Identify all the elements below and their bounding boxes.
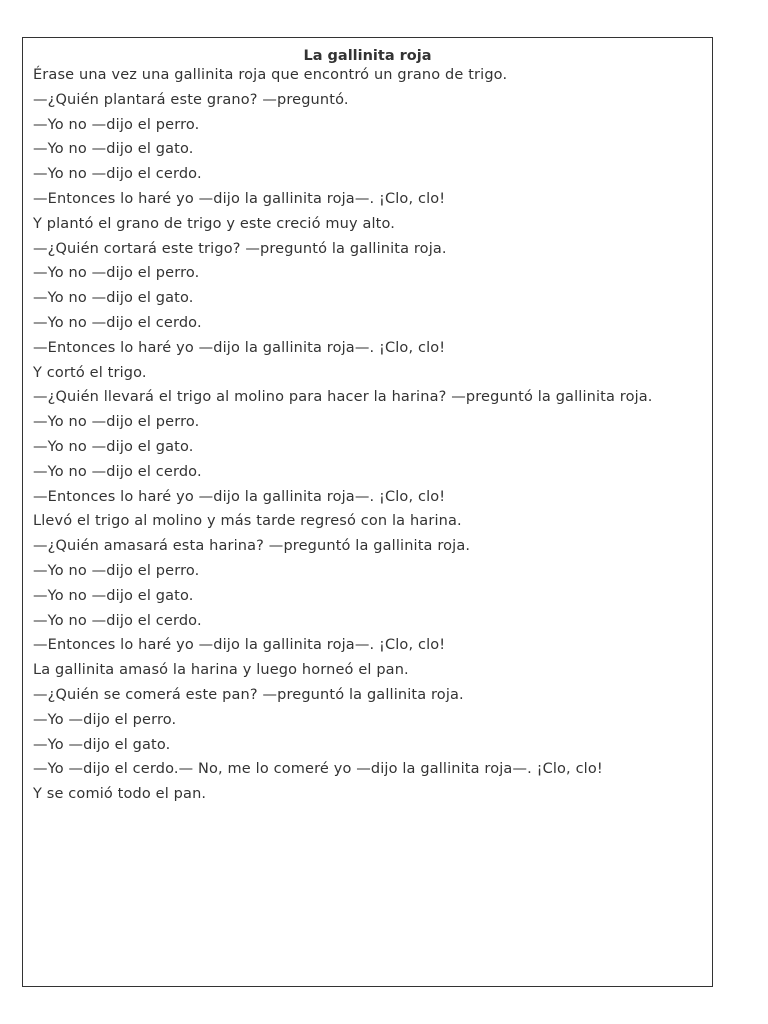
- story-paragraph: —Yo —dijo el gato.: [33, 736, 171, 753]
- story-paragraph: Y plantó el grano de trigo y este creció muy alto.: [33, 215, 396, 232]
- story-paragraph: —Yo no —dijo el perro.: [33, 265, 200, 282]
- story-paragraph: —¿Quién se comerá este pan? —preguntó la gallinita roja.: [33, 686, 464, 703]
- story-paragraph: Y cortó el trigo.: [33, 364, 147, 381]
- story-paragraph: —Yo no —dijo el cerdo.: [33, 463, 202, 480]
- story-paragraph: —Yo no —dijo el gato.: [33, 438, 194, 455]
- story-paragraph: —¿Quién cortará este trigo? —preguntó la gallinita roja.: [33, 240, 447, 257]
- story-paragraph: —Yo no —dijo el cerdo.: [33, 314, 202, 331]
- story-paragraph: —Yo no —dijo el gato.: [33, 290, 194, 307]
- story-paragraph: —Yo no —dijo el perro.: [33, 414, 200, 431]
- story-paragraph: Llevó el trigo al molino y más tarde regresó con la harina.: [33, 513, 462, 530]
- story-paragraph: —Yo —dijo el cerdo.— No, me lo comeré yo —dijo la gallinita roja—. ¡Clo, clo!: [33, 761, 603, 778]
- document-title: La gallinita roja: [303, 48, 432, 64]
- story-paragraph: —Entonces lo haré yo —dijo la gallinita roja—. ¡Clo, clo!: [33, 637, 446, 654]
- story-paragraph: Y se comió todo el pan.: [33, 786, 207, 803]
- story-paragraph: —Entonces lo haré yo —dijo la gallinita roja—. ¡Clo, clo!: [33, 339, 446, 356]
- story-paragraph: —¿Quién llevará el trigo al molino para hacer la harina? —preguntó la gallinita roja.: [33, 389, 653, 406]
- story-body: [33, 68, 702, 803]
- story-paragraph: —Entonces lo haré yo —dijo la gallinita roja—. ¡Clo, clo!: [33, 488, 446, 505]
- story-paragraph: —Entonces lo haré yo —dijo la gallinita roja—. ¡Clo, clo!: [33, 190, 446, 207]
- story-paragraph: —Yo no —dijo el gato.: [33, 141, 194, 158]
- story-paragraph: —Yo no —dijo el gato.: [33, 587, 194, 604]
- story-paragraph: Érase una vez una gallinita roja que encontró un grano de trigo.: [33, 67, 508, 83]
- story-paragraph: —Yo no —dijo el cerdo.: [33, 612, 202, 629]
- story-paragraph: —¿Quién amasará esta harina? —preguntó la gallinita roja.: [33, 538, 471, 555]
- story-paragraph: —Yo no —dijo el perro.: [33, 562, 200, 579]
- document-frame: [22, 37, 713, 987]
- story-paragraph: —Yo no —dijo el perro.: [33, 116, 200, 133]
- story-paragraph: —Yo no —dijo el cerdo.: [33, 166, 202, 183]
- story-paragraph: La gallinita amasó la harina y luego horneó el pan.: [33, 662, 409, 679]
- story-paragraph: —Yo —dijo el perro.: [33, 711, 177, 728]
- story-paragraph: —¿Quién plantará este grano? —preguntó.: [33, 91, 349, 108]
